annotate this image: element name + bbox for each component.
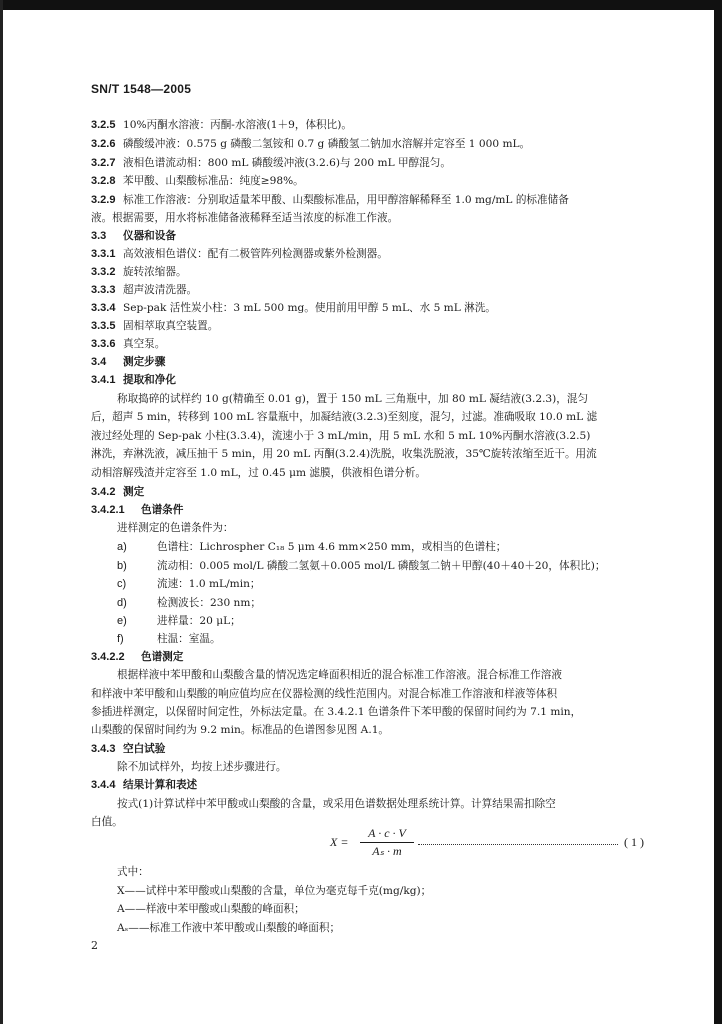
clause-3-2-9 [91, 193, 569, 207]
section-title: 测定 [123, 486, 145, 498]
list-item-b [117, 559, 606, 573]
clause-3-3-1 [91, 247, 388, 261]
page-number: 2 [91, 939, 98, 952]
paragraph-line: 液。根据需要，用水将标准储备液稀释至适当浓度的标准工作液。 [91, 212, 399, 224]
clause-text: 真空泵。 [123, 338, 166, 350]
list-marker: d) [117, 597, 127, 609]
paragraph-line: 淋洗，弃淋洗液，减压抽干 5 min，用 20 mL 丙酮(3.2.4)洗脱，收集洗脱液，35℃旋转浓缩至近干。用流 [91, 448, 597, 460]
clause-3-3-2 [91, 265, 187, 279]
list-item-c [117, 577, 261, 591]
clause-number: 3.2.5 [91, 119, 116, 131]
formula-number: ( 1 ) [624, 835, 644, 849]
clause-text: 旋转浓缩器。 [123, 266, 187, 278]
clause-text: 高效液相色谱仪：配有二极管阵列检测器或紫外检测器。 [123, 248, 388, 260]
list-text: 检测波长：230 nm； [157, 597, 262, 609]
formula-fraction [360, 826, 414, 859]
scan-edge-top [0, 0, 722, 10]
paragraph-line: 根据样液中苯甲酸和山梨酸含量的情况选定峰面积相近的混合标准工作溶液。混合标准工作溶液 [117, 669, 562, 681]
clause-number: 3.2.8 [91, 175, 116, 187]
list-text: 流动相：0.005 mol/L 磷酸二氢氨＋0.005 mol/L 磷酸氢二钠＋甲醇(40＋40＋20，体积比)； [157, 560, 606, 572]
variable-definition: Aₛ——标准工作液中苯甲酸或山梨酸的峰面积； [117, 922, 341, 934]
scan-edge-right [714, 0, 722, 1024]
section-number: 3.4.3 [91, 743, 116, 755]
paragraph-line: 除不加试样外，均按上述步骤进行。 [117, 761, 287, 773]
paragraph-line: 动相溶解残渣并定容至 1.0 mL，过 0.45 μm 滤膜，供液相色谱分析。 [91, 467, 426, 479]
clause-number: 3.3.3 [91, 284, 116, 296]
list-marker: f) [117, 633, 124, 645]
list-item-a [117, 540, 506, 554]
clause-3-3-3 [91, 283, 197, 297]
section-3-3-heading [91, 229, 176, 243]
list-text: 流速：1.0 mL/min； [157, 578, 261, 590]
section-number: 3.4.1 [91, 374, 116, 386]
clause-text: 苯甲酸、山梨酸标准品：纯度≥98%。 [123, 175, 304, 187]
section-number: 3.4.2.2 [91, 651, 125, 663]
section-number: 3.4.2.1 [91, 504, 125, 516]
clause-number: 3.2.7 [91, 157, 116, 169]
formula-1 [330, 826, 660, 860]
clause-number: 3.3.2 [91, 266, 116, 278]
clause-number: 3.3.5 [91, 320, 116, 332]
paragraph-line: 称取捣碎的试样约 10 g(精确至 0.01 g)，置于 150 mL 三角瓶中，加 80 mL 凝结液(3.2.3)，混匀 [117, 393, 589, 405]
list-item-f [117, 632, 221, 646]
clause-number: 3.2.6 [91, 138, 116, 150]
paragraph-line: 后，超声 5 min，转移到 100 mL 容量瓶中，加凝结液(3.2.3)至刻度，混匀，过滤。准确吸取 10.0 mL 滤 [91, 411, 598, 423]
clause-3-2-5 [91, 118, 352, 132]
formula-denominator: Aₛ · m [372, 844, 402, 858]
where-label: 式中： [117, 866, 149, 878]
list-item-d [117, 596, 261, 610]
scan-edge-left [0, 0, 3, 1024]
standard-code-header: SN/T 1548—2005 [91, 82, 192, 96]
variable-definition: A——样液中苯甲酸或山梨酸的峰面积； [117, 903, 305, 915]
section-3-4-3-heading [91, 742, 165, 756]
section-title: 测定步骤 [123, 356, 166, 368]
clause-3-3-5 [91, 319, 218, 333]
variable-definition: X——试样中苯甲酸或山梨酸的含量，单位为毫克每千克(mg/kg)； [117, 885, 432, 897]
clause-number: 3.3.1 [91, 248, 116, 260]
formula-lhs: X = [330, 835, 349, 849]
section-3-4-2-2-heading [91, 650, 183, 664]
section-title: 空白试验 [123, 743, 166, 755]
section-3-4-4-heading [91, 778, 197, 792]
paragraph-line: 白值。 [91, 816, 123, 828]
formula-numerator: A · c · V [360, 826, 414, 843]
section-3-4-2-1-heading [91, 503, 183, 517]
section-3-4-heading [91, 355, 165, 369]
paragraph-line: 山梨酸的保留时间约为 9.2 min。标准品的色谱图参见图 A.1。 [91, 724, 390, 736]
clause-number: 3.3.6 [91, 338, 116, 350]
clause-3-3-6 [91, 337, 165, 351]
clause-text: 液相色谱流动相：800 mL 磷酸缓冲液(3.2.6)与 200 mL 甲醇混匀。 [123, 157, 451, 169]
list-item-e [117, 614, 241, 628]
section-3-4-2-heading [91, 485, 144, 499]
clause-text: 磷酸缓冲液：0.575 g 磷酸二氢铵和 0.7 g 磷酸氢二钠加水溶解并定容至 1 000 mL。 [123, 138, 531, 150]
clause-text: Sep-pak 活性炭小柱：3 mL 500 mg。使用前用甲醇 5 mL、水 5 mL 淋洗。 [123, 302, 496, 314]
clause-number: 3.2.9 [91, 194, 116, 206]
section-title: 色谱条件 [141, 504, 184, 516]
clause-3-2-8 [91, 174, 304, 188]
paragraph-line: 参插进样测定，以保留时间定性，外标法定量。在 3.4.2.1 色谱条件下苯甲酸的保留时间约为 7.1 min， [91, 706, 582, 718]
clause-3-3-4 [91, 301, 496, 315]
clause-3-2-7 [91, 156, 451, 170]
formula-leader-dots [418, 834, 618, 845]
section-number: 3.3 [91, 230, 107, 242]
paragraph-line: 和样液中苯甲酸和山梨酸的响应值均应在仪器检测的线性范围内。对混合标准工作溶液和样液等体积 [91, 688, 558, 700]
section-number: 3.4 [91, 356, 107, 368]
section-3-4-1-heading [91, 373, 176, 387]
list-marker: a) [117, 541, 127, 553]
paragraph-line: 按式(1)计算试样中苯甲酸或山梨酸的含量，或采用色谱数据处理系统计算。计算结果需扣除空 [117, 798, 556, 810]
section-number: 3.4.4 [91, 779, 116, 791]
section-title: 色谱测定 [141, 651, 184, 663]
list-text: 进样量：20 μL； [157, 615, 241, 627]
section-title: 结果计算和表述 [123, 779, 198, 791]
list-marker: e) [117, 615, 127, 627]
paragraph-line: 进样测定的色谱条件为： [117, 522, 234, 534]
clause-text: 10%丙酮水溶液：丙酮-水溶液(1＋9，体积比)。 [123, 119, 352, 131]
clause-text: 超声波清洗器。 [123, 284, 198, 296]
section-number: 3.4.2 [91, 486, 116, 498]
section-title: 仪器和设备 [123, 230, 176, 242]
clause-3-2-6 [91, 137, 530, 151]
list-marker: b) [117, 560, 127, 572]
clause-text: 标准工作溶液：分别取适量苯甲酸、山梨酸标准品，用甲醇溶解稀释至 1.0 mg/mL 的标准储备 [123, 194, 569, 206]
clause-text: 固相萃取真空装置。 [123, 320, 219, 332]
section-title: 提取和净化 [123, 374, 176, 386]
paragraph-line: 液过经处理的 Sep-pak 小柱(3.3.4)，流速小于 3 mL/min，用 5 mL 水和 5 mL 10%丙酮水溶液(3.2.5) [91, 430, 591, 442]
list-text: 色谱柱：Lichrospher C₁₈ 5 μm 4.6 mm×250 mm，或相当的色谱柱； [157, 541, 507, 553]
list-text: 柱温：室温。 [157, 633, 221, 645]
list-marker: c) [117, 578, 127, 590]
clause-number: 3.3.4 [91, 302, 116, 314]
